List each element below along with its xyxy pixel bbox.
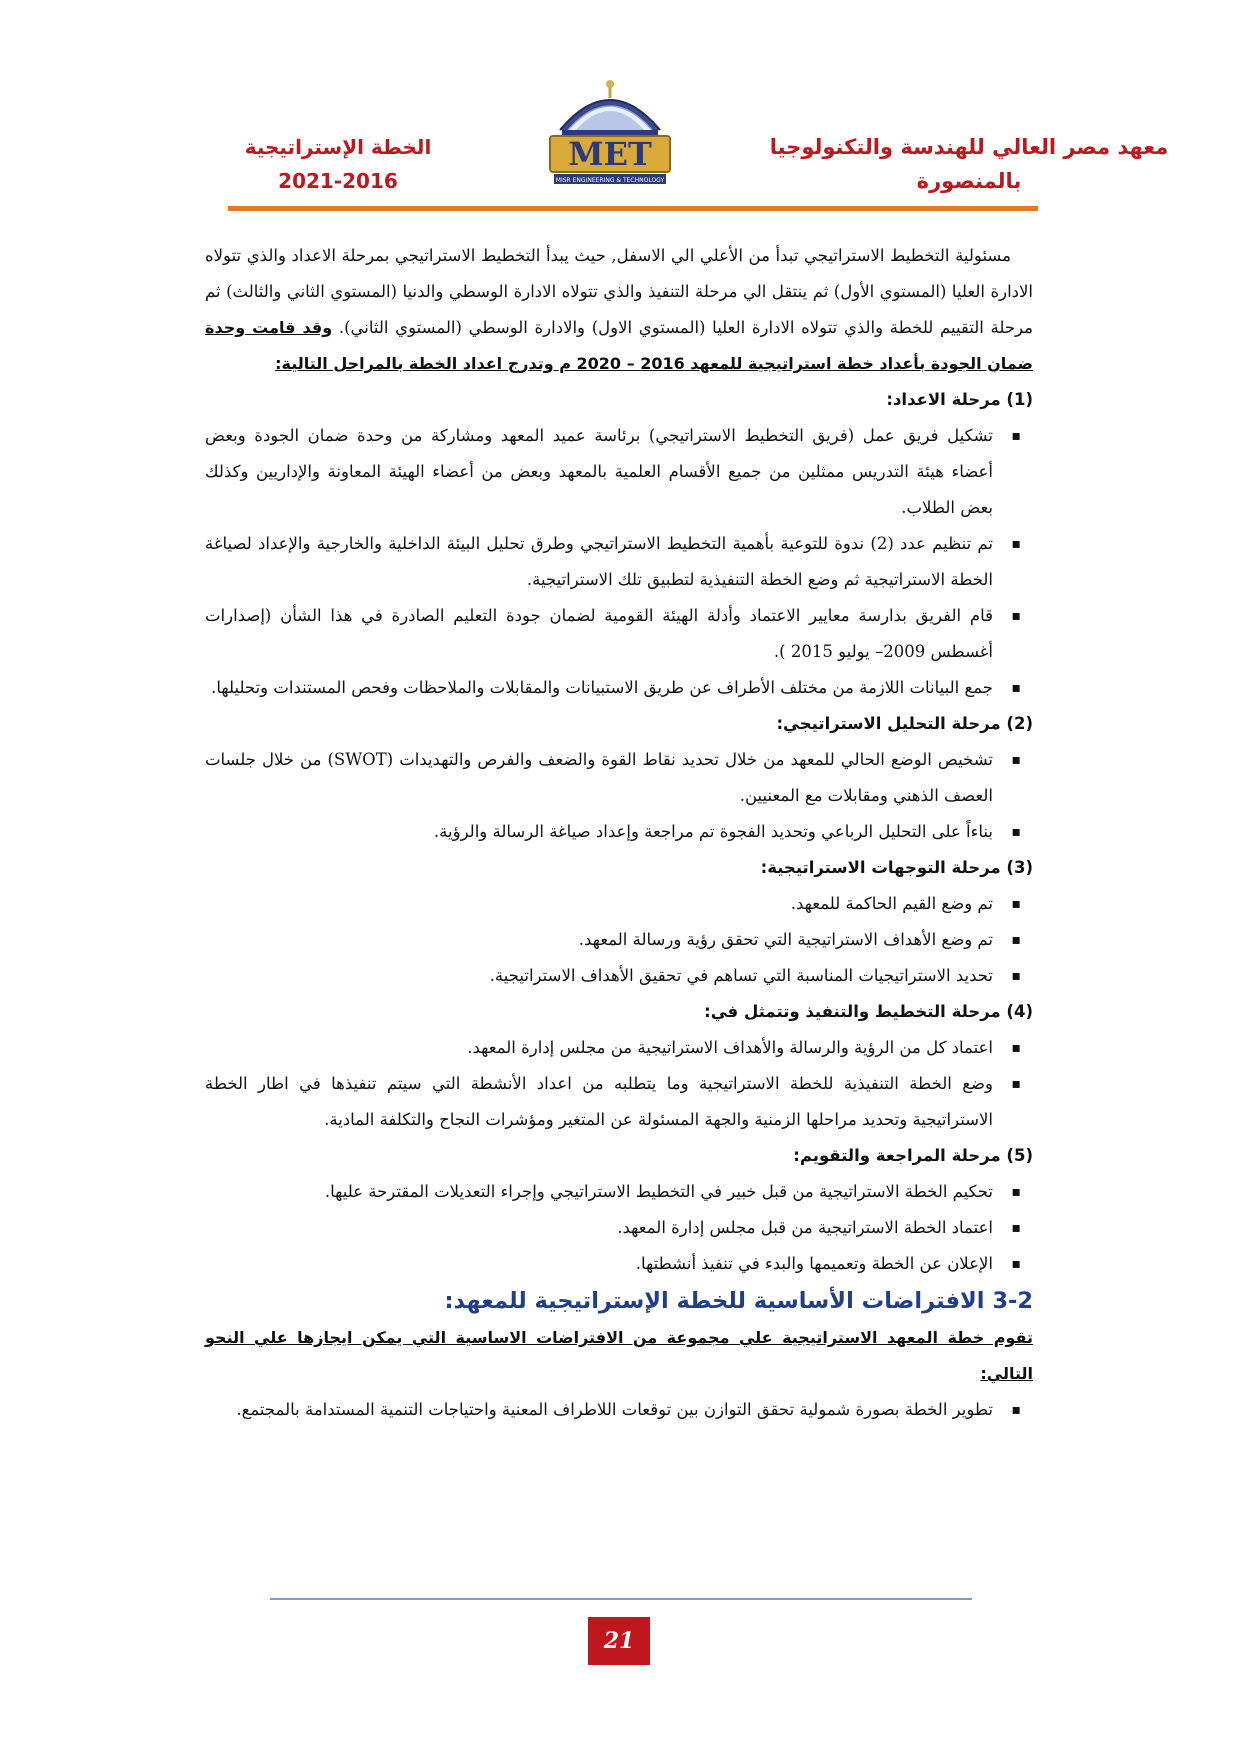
list-item: ▪ اعتماد كل من الرؤية والرسالة والأهداف الاستراتيجية من مجلس إدارة المعهد. [205,1030,993,1066]
intro-bold-text: وقد قامت وحدة ضمان الجودة بأعداد خطة استراتيجية للمعهد 2016 – 2020 م وتدرج اعداد الخطة بالمراحل التالية: [205,318,1033,373]
section-heading: 3-2 الافتراضات الأساسية للخطة الإستراتيجية للمعهد: [444,1288,1033,1314]
stage-bullets [205,886,1033,994]
section-bullets [205,1392,1033,1428]
list-item: ▪ تم وضع الأهداف الاستراتيجية التي تحقق رؤية ورسالة المعهد. [205,922,993,958]
stage-bullets [205,1174,1033,1282]
stage-bullets [205,742,1033,850]
stage-title: (1) مرحلة الاعداد: [886,390,1033,409]
list-item: ▪ تطوير الخطة بصورة شمولية تحقق التوازن بين توقعات اللاطراف المعنية واحتياجات التنمية المستدامة بالمجتمع. [205,1392,993,1428]
institute-name-line1: معهد مصر العالي للهندسة والتكنولوجيا [769,135,1169,159]
stage-title: (3) مرحلة التوجهات الاستراتيجية: [760,858,1033,877]
stage-title: (2) مرحلة التحليل الاستراتيجي: [776,714,1033,733]
list-item: ▪ اعتماد الخطة الاستراتيجية من قبل مجلس إدارة المعهد. [205,1210,993,1246]
list-item: ▪ تم وضع القيم الحاكمة للمعهد. [205,886,993,922]
plan-title: الخطة الإستراتيجية [244,135,432,159]
list-item: ▪ تشخيص الوضع الحالي للمعهد من خلال تحديد نقاط القوة والضعف والفرص والتهديدات (SWOT) من خلال جلسات العصف الذهني ومقابلات مع المعنيين. [205,742,993,814]
list-item: ▪ جمع البيانات اللازمة من مختلف الأطراف عن طريق الاستبيانات والمقابلات والملاحظات وفحص المستندات وتحليلها. [205,670,993,706]
intro-text: مسئولية التخطيط الاستراتيجي تبدأ من الأعلي الي الاسفل, حيث يبدأ التخطيط الاستراتيجي بمرحلة الاعداد والذي تتولاه الادارة العليا (المستوي الأول) ثم ينتقل الي مرحلة التنفيذ والذي تتولاه الادارة الوسطي والدنيا (المستوي الثاني والثالث) ثم مرحلة التقييم للخطة والذي تتولاه الادارة العليا (المستوي الاول) والادارة الوسطي (المستوي الثاني). [205,246,1033,337]
page-number: 21 [588,1617,650,1665]
met-logo [540,78,680,190]
plan-years: 2021-2016 [278,169,398,193]
section-intro: تقوم خطة المعهد الاستراتيجية علي مجموعة من الافتراضات الاساسية التي يمكن ايجازها علي النحو التالي: [205,1328,1033,1383]
stage-title: (5) مرحلة المراجعة والتقويم: [793,1146,1033,1165]
list-item: ▪ قام الفريق بدارسة معايير الاعتماد وأدلة الهيئة القومية لضمان جودة التعليم الصادرة في هذا الشأن (إصدارات أغسطس 2009– يوليو 2015 ). [205,598,993,670]
page-body [205,238,1033,1428]
footer-divider [270,1598,972,1600]
stage-5 [205,1138,1033,1282]
stage-bullets [205,418,1033,706]
stage-4 [205,994,1033,1138]
institute-name-line2: بالمنصورة [916,169,1022,193]
intro-paragraph [205,238,1033,382]
stage-1 [205,382,1033,706]
stage-2 [205,706,1033,850]
list-item: ▪ تم تنظيم عدد (2) ندوة للتوعية بأهمية التخطيط الاستراتيجي وطرق تحليل البيئة الداخلية والخارجية والإعداد لصياغة الخطة الاستراتيجية ثم وضع الخطة التنفيذية لتطبيق تلك الاستراتيجية. [205,526,993,598]
list-item: ▪ وضع الخطة التنفيذية للخطة الاستراتيجية وما يتطلبه من اعداد الأنشطة التي سيتم تنفيذها في اطار الخطة الاستراتيجية وتحديد مراحلها الزمنية والجهة المسئولة عن المتغير ومؤشرات النجاح والتكلفة المادية. [205,1066,993,1138]
plan-heading [238,130,438,198]
list-item: ▪ بناءاً على التحليل الرباعي وتحديد الفجوة تم مراجعة وإعداد صياغة الرسالة والرؤية. [205,814,993,850]
stage-bullets [205,1030,1033,1138]
list-item: ▪ تحكيم الخطة الاستراتيجية من قبل خبير في التخطيط الاستراتيجي وإجراء التعديلات المقترحة عليها. [205,1174,993,1210]
institute-name [759,130,1179,198]
list-item: ▪ تشكيل فريق عمل (فريق التخطيط الاستراتيجي) برئاسة عميد المعهد ومشاركة من وحدة ضمان الجودة وبعض أعضاء هيئة التدريس ممثلين من جميع الأقسام العلمية بالمعهد وبعض من أعضاء الهيئة المعاونة والإداريين وكذلك بعض الطلاب. [205,418,993,526]
list-item: ▪ الإعلان عن الخطة وتعميمها والبدء في تنفيذ أنشطتها. [205,1246,993,1282]
header-divider [228,206,1038,211]
logo-text: MET [568,135,652,173]
stage-title: (4) مرحلة التخطيط والتنفيذ وتتمثل في: [704,1002,1033,1021]
list-item: ▪ تحديد الاستراتيجيات المناسبة التي تساهم في تحقيق الأهداف الاستراتيجية. [205,958,993,994]
logo-subtext: MISR ENGINEERING & TECHNOLOGY [555,177,665,184]
stage-3 [205,850,1033,994]
